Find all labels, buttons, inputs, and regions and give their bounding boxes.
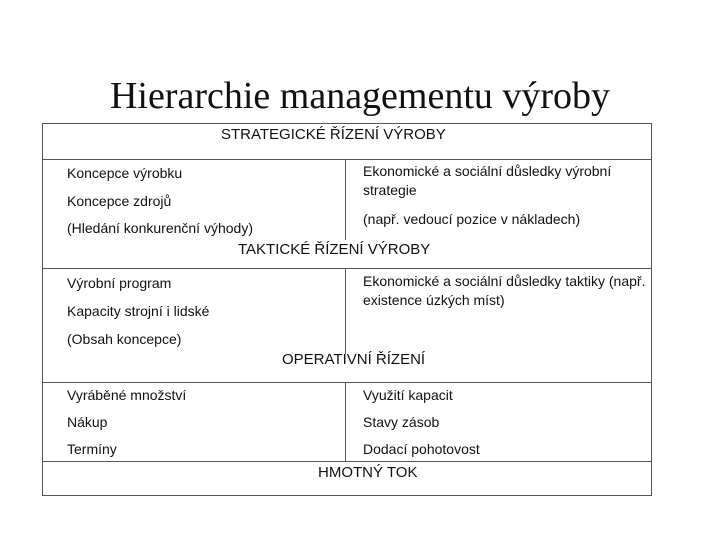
tactical-heading: TAKTICKÉ ŘÍZENÍ VÝROBY	[238, 241, 431, 258]
material-flow-heading: HMOTNÝ TOK	[318, 464, 418, 481]
tactical-left-item: (Obsah koncepce)	[67, 331, 182, 347]
tactical-left-item: Výrobní program	[67, 275, 172, 291]
operational-left-item: Termíny	[67, 441, 117, 457]
operational-right-item: Stavy zásob	[363, 414, 440, 430]
page-title: Hierarchie managementu výroby	[109, 75, 611, 117]
divider-strategic	[345, 159, 346, 240]
tactical-right-item: Ekonomické a sociální důsledky taktiky (např. existence úzkých míst)	[363, 273, 646, 308]
operational-heading: OPERATIVNÍ ŘÍZENÍ	[282, 351, 426, 368]
strategic-left-item: Koncepce výrobku	[67, 165, 183, 181]
divider-operational	[345, 382, 346, 461]
separator-strategic-top	[42, 159, 652, 160]
operational-right-item: Dodací pohotovost	[363, 441, 480, 457]
strategic-left-item: (Hledání konkurenční výhody)	[67, 220, 253, 236]
strategic-left-item: Koncepce zdrojů	[67, 193, 172, 209]
operational-right-item: Využití kapacit	[363, 387, 453, 403]
separator-material-flow-top	[42, 461, 652, 462]
tactical-left-item: Kapacity strojní i lidské	[67, 303, 210, 319]
strategic-heading: STRATEGICKÉ ŘÍZENÍ VÝROBY	[221, 126, 446, 143]
divider-tactical	[345, 268, 346, 354]
strategic-right-item: (např. vedoucí pozice v nákladech)	[363, 211, 581, 227]
separator-operational-top	[42, 382, 652, 383]
operational-left-item: Vyráběné množství	[67, 387, 187, 403]
strategic-right-item: Ekonomické a sociální důsledky výrobní strategie	[363, 163, 612, 198]
separator-tactical-top	[42, 268, 652, 269]
operational-left-item: Nákup	[67, 414, 108, 430]
